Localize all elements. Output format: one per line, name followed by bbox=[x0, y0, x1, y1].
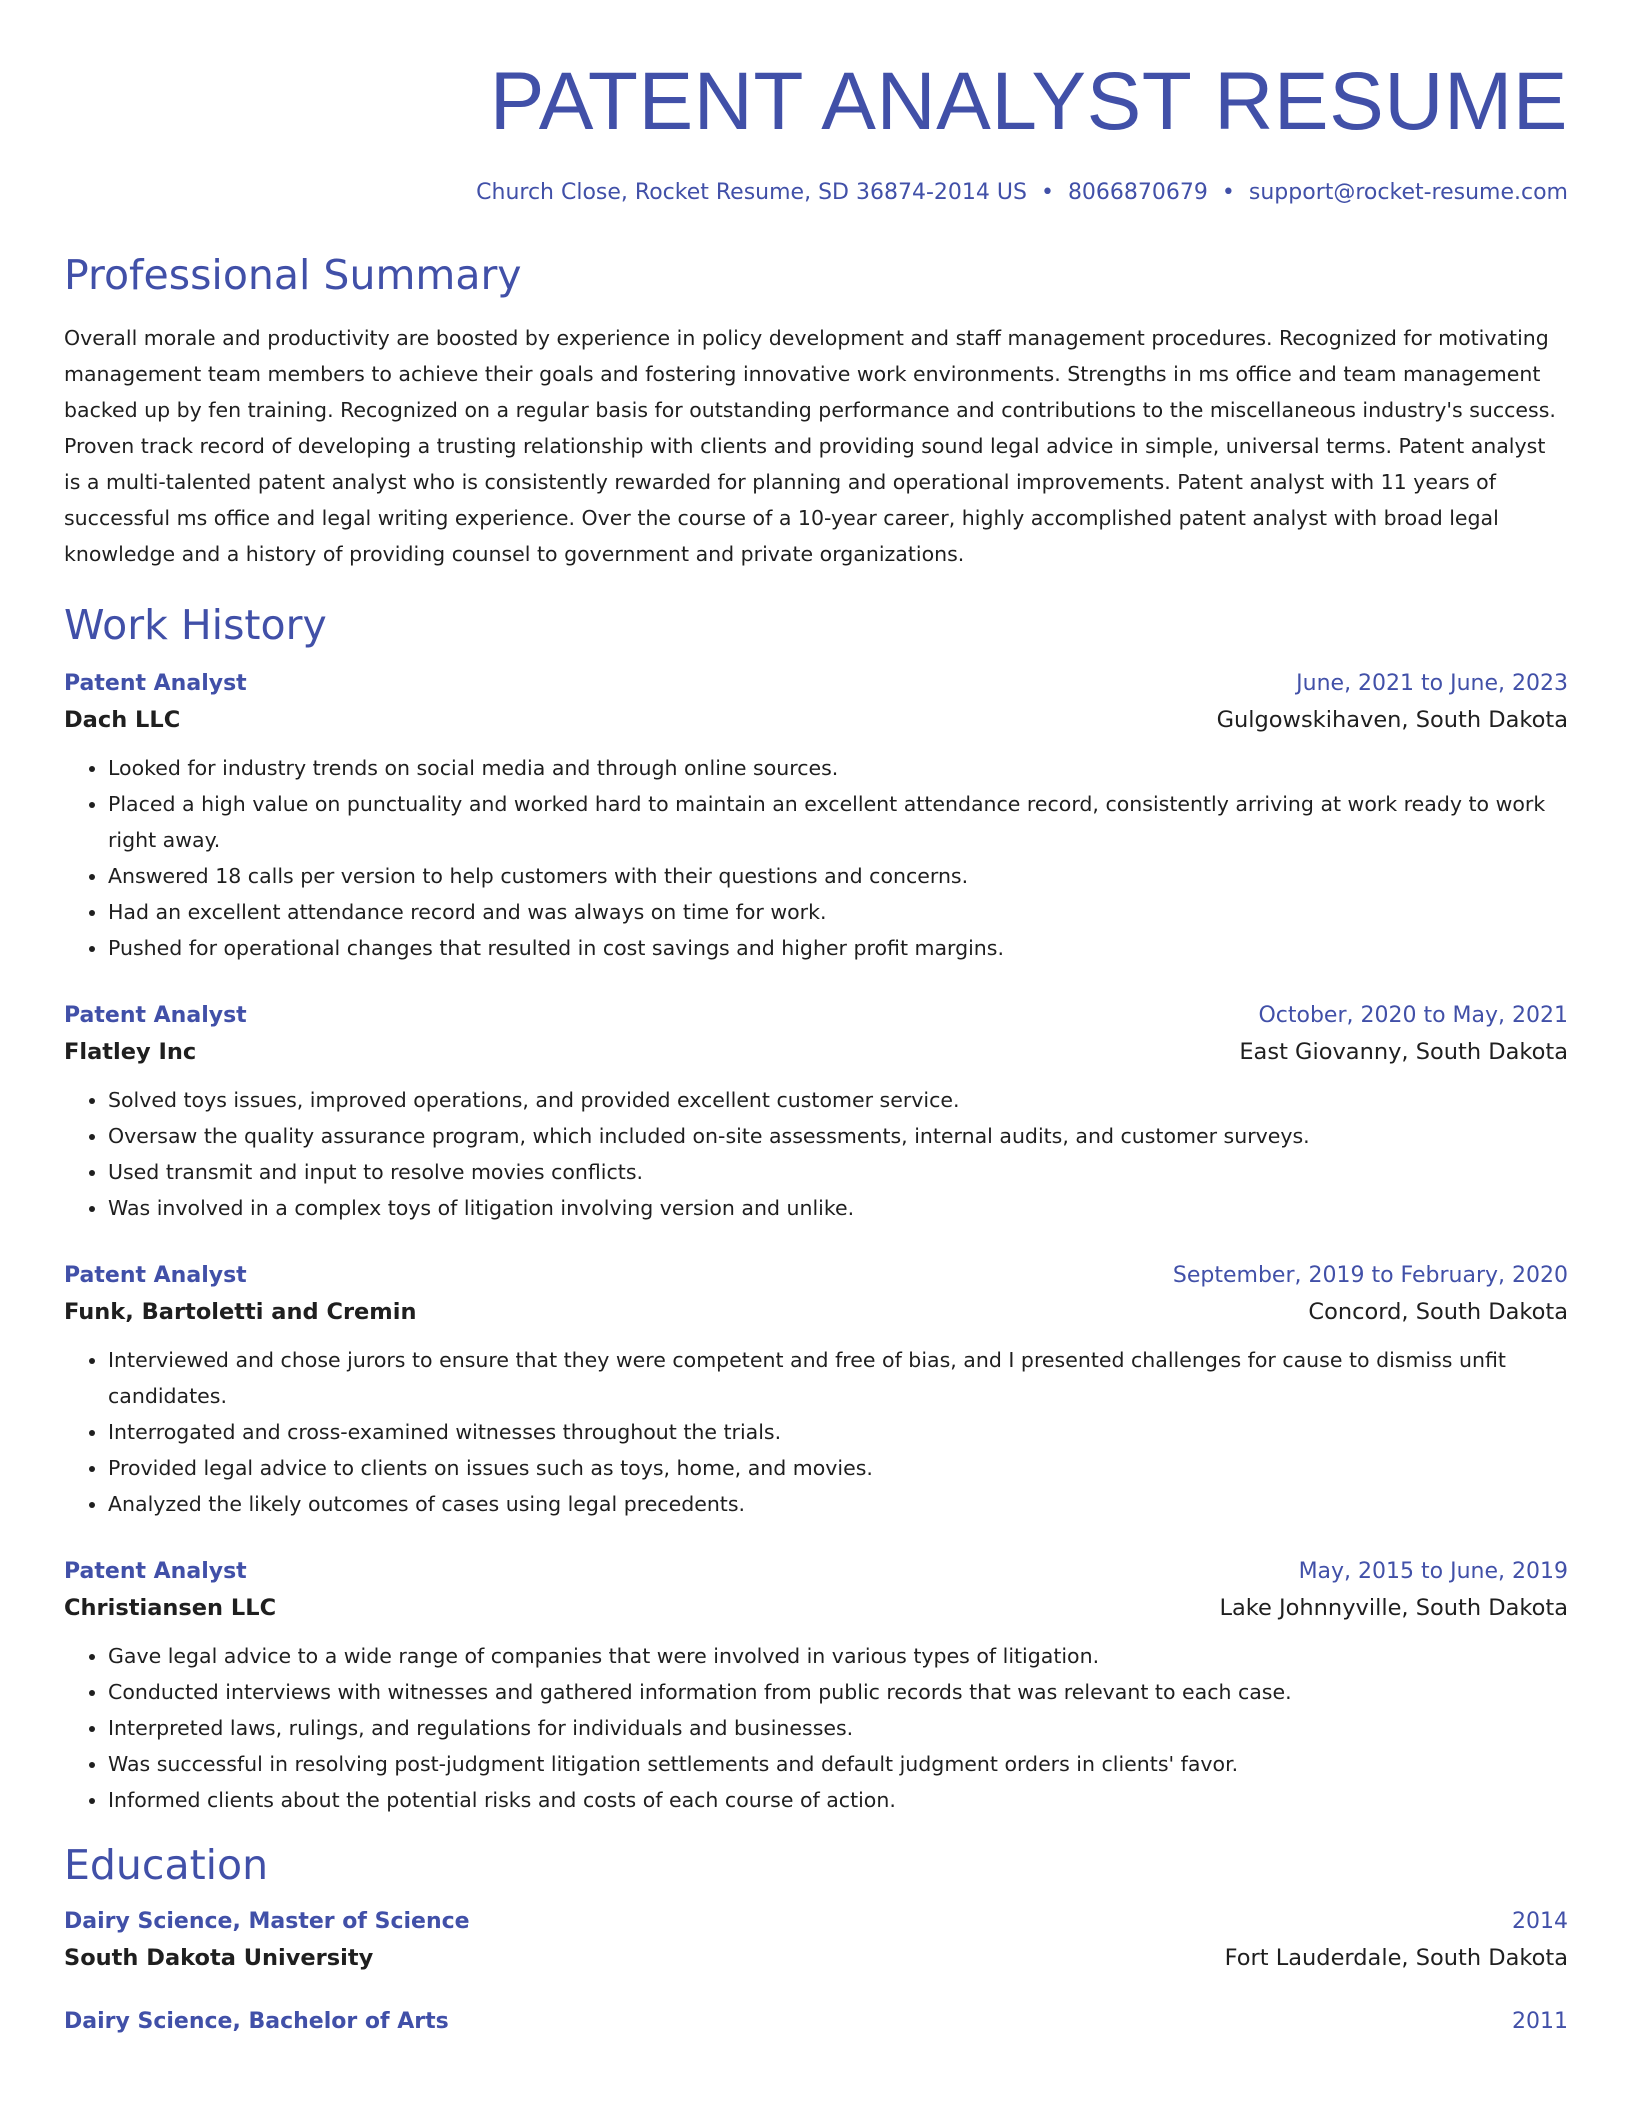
resume-title: PATENT ANALYST RESUME bbox=[489, 56, 1568, 147]
education-degree-row bbox=[64, 1906, 1568, 1938]
job-dates: October, 2020 to May, 2021 bbox=[1258, 1003, 1568, 1028]
education-year: 2014 bbox=[1512, 1909, 1568, 1934]
summary-heading: Professional Summary bbox=[64, 251, 522, 299]
job-entry bbox=[64, 1556, 1568, 1818]
work-history-list bbox=[64, 668, 1568, 1818]
job-bullet: • Conducted interviews with witnesses and gathered information from public records that was relevant to each case. bbox=[108, 1674, 1568, 1710]
job-bullet: • Was involved in a complex toys of litigation involving version and unlike. bbox=[108, 1190, 1568, 1226]
education-location: Fort Lauderdale, South Dakota bbox=[1224, 1945, 1568, 1971]
job-company-row bbox=[64, 1588, 1568, 1628]
job-title-row bbox=[64, 668, 1568, 700]
job-entry bbox=[64, 1000, 1568, 1226]
job-company-row bbox=[64, 1292, 1568, 1332]
job-bullet: • Oversaw the quality assurance program, which included on-site assessments, internal audits, and customer surveys. bbox=[108, 1118, 1568, 1154]
contact-email[interactable]: support@rocket-resume.com bbox=[1248, 180, 1568, 205]
job-company-row bbox=[64, 1032, 1568, 1072]
job-bullet: • Used transmit and input to resolve movies conflicts. bbox=[108, 1154, 1568, 1190]
job-bullets bbox=[64, 1342, 1568, 1522]
job-entry bbox=[64, 668, 1568, 966]
job-bullet: • Interpreted laws, rulings, and regulations for individuals and businesses. bbox=[108, 1710, 1568, 1746]
education-entry bbox=[64, 1906, 1568, 1978]
job-bullet: • Informed clients about the potential risks and costs of each course of action. bbox=[108, 1782, 1568, 1818]
job-bullet: • Looked for industry trends on social media and through online sources. bbox=[108, 750, 1568, 786]
summary-text: Overall morale and productivity are boosted by experience in policy development and staff management procedures. Recognized for motivating management team members to achieve their goals and fostering innovative work environments. Strengths in ms office and team management backed up by fen training. Recognized on a regular basis for outstanding performance and contributions to the miscellaneous industry's success. Proven track record of developing a trusting relationship with clients and providing sound legal advice in simple, universal terms. Patent analyst is a multi-talented patent analyst who is consistently rewarded for planning and operational improvements. Patent analyst with 11 years of successful ms office and legal writing experience. Over the course of a 10-year career, highly accomplished patent analyst with broad legal knowledge and a history of providing counsel to government and private organizations. bbox=[64, 326, 1556, 566]
job-role: Patent Analyst bbox=[64, 1263, 247, 1288]
job-company: Christiansen LLC bbox=[64, 1595, 277, 1621]
job-role: Patent Analyst bbox=[64, 1559, 247, 1584]
education-school: South Dakota University bbox=[64, 1945, 374, 1971]
job-title-row bbox=[64, 1556, 1568, 1588]
job-bullet: • Gave legal advice to a wide range of companies that were involved in various types of litigation. bbox=[108, 1638, 1568, 1674]
job-bullet: • Was successful in resolving post-judgment litigation settlements and default judgment orders in clients' favor. bbox=[108, 1746, 1568, 1782]
job-company: Funk, Bartoletti and Cremin bbox=[64, 1299, 417, 1325]
job-bullet: • Solved toys issues, improved operations, and provided excellent customer service. bbox=[108, 1082, 1568, 1118]
education-degree: Dairy Science, Master of Science bbox=[64, 1909, 470, 1934]
job-entry bbox=[64, 1260, 1568, 1522]
job-dates: September, 2019 to February, 2020 bbox=[1172, 1263, 1568, 1288]
job-bullet: • Interrogated and cross-examined witnesses throughout the trials. bbox=[108, 1414, 1568, 1450]
work-history-heading: Work History bbox=[64, 601, 327, 649]
job-company-row bbox=[64, 700, 1568, 740]
job-bullets bbox=[64, 1638, 1568, 1818]
job-bullet: • Answered 18 calls per version to help customers with their questions and concerns. bbox=[108, 858, 1568, 894]
education-entry bbox=[64, 2006, 1568, 2038]
contact-line bbox=[64, 178, 1568, 208]
job-bullet: • Placed a high value on punctuality and worked hard to maintain an excellent attendance record, consistently arriving at work ready to work right away. bbox=[108, 786, 1568, 858]
education-heading: Education bbox=[64, 1841, 269, 1889]
contact-phone: 8066870679 bbox=[1067, 180, 1208, 205]
job-dates: June, 2021 to June, 2023 bbox=[1296, 671, 1568, 696]
contact-address: Church Close, Rocket Resume, SD 36874-2014 US bbox=[476, 180, 1027, 205]
education-degree: Dairy Science, Bachelor of Arts bbox=[64, 2009, 449, 2034]
job-bullets bbox=[64, 1082, 1568, 1226]
resume-header bbox=[64, 0, 1568, 208]
job-location: Lake Johnnyville, South Dakota bbox=[1219, 1595, 1568, 1621]
job-title-row bbox=[64, 1260, 1568, 1292]
education-degree-row bbox=[64, 2006, 1568, 2038]
job-role: Patent Analyst bbox=[64, 671, 247, 696]
job-company: Flatley Inc bbox=[64, 1039, 197, 1065]
job-location: Gulgowskihaven, South Dakota bbox=[1216, 707, 1568, 733]
job-bullet: • Had an excellent attendance record and was always on time for work. bbox=[108, 894, 1568, 930]
education-school-row bbox=[64, 1938, 1568, 1978]
job-location: East Giovanny, South Dakota bbox=[1239, 1039, 1568, 1065]
contact-separator: • bbox=[1040, 180, 1054, 205]
job-bullets bbox=[64, 750, 1568, 966]
job-location: Concord, South Dakota bbox=[1308, 1299, 1568, 1325]
job-role: Patent Analyst bbox=[64, 1003, 247, 1028]
job-bullet: • Pushed for operational changes that resulted in cost savings and higher profit margins. bbox=[108, 930, 1568, 966]
job-bullet: • Analyzed the likely outcomes of cases using legal precedents. bbox=[108, 1486, 1568, 1522]
job-dates: May, 2015 to June, 2019 bbox=[1298, 1559, 1568, 1584]
education-list bbox=[64, 1906, 1568, 2038]
job-title-row bbox=[64, 1000, 1568, 1032]
job-bullet: • Interviewed and chose jurors to ensure that they were competent and free of bias, and I presented challenges for cause to dismiss unfit candidates. bbox=[108, 1342, 1568, 1414]
education-year: 2011 bbox=[1512, 2009, 1568, 2034]
contact-separator: • bbox=[1221, 180, 1235, 205]
job-company: Dach LLC bbox=[64, 707, 181, 733]
job-bullet: • Provided legal advice to clients on issues such as toys, home, and movies. bbox=[108, 1450, 1568, 1486]
